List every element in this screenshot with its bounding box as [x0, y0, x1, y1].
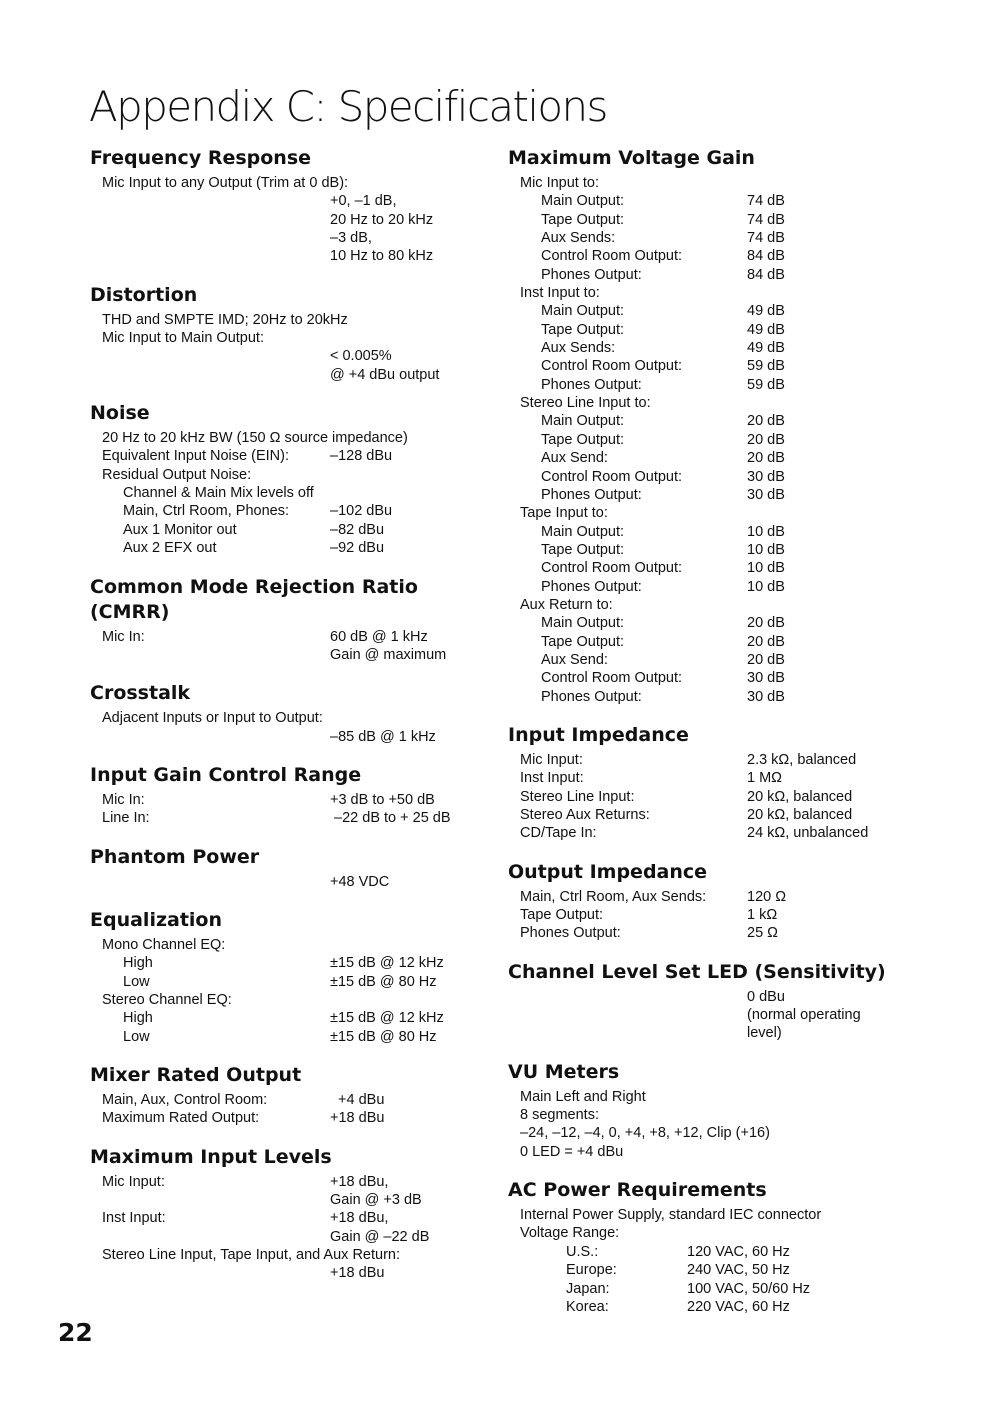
spec-label: 0 LED = +4 dBu: [520, 1143, 624, 1160]
spec-label: Tape Output:: [541, 431, 625, 448]
spec-row: [90, 1246, 495, 1264]
spec-row: [90, 211, 495, 229]
spec-value: 84 dB: [747, 248, 785, 265]
spec-value: +3 dB to +50 dB: [330, 791, 435, 808]
spec-label: Mic Input to:: [520, 175, 599, 191]
spec-label: Main, Aux, Control Room:: [102, 1091, 268, 1108]
section-title: Noise: [90, 402, 150, 425]
spec-value: 120 Ω: [747, 888, 787, 905]
spec-row: [90, 728, 495, 746]
spec-value: 74 dB: [747, 211, 785, 228]
spec-value: ±15 dB @ 80 Hz: [330, 1028, 437, 1045]
spec-value: 30 dB: [747, 468, 785, 485]
spec-label: Main Output:: [541, 615, 625, 632]
spec-row: [508, 988, 978, 1006]
spec-value: Gain @ +3 dB: [330, 1192, 422, 1208]
section-title: Crosstalk: [90, 682, 191, 705]
spec-label: Phones Output:: [520, 925, 621, 942]
spec-row: [90, 936, 495, 954]
spec-label: Low: [123, 973, 150, 990]
spec-row: [508, 924, 978, 942]
spec-label: Mic In:: [102, 791, 145, 808]
spec-value: (normal operating: [747, 1007, 861, 1024]
spec-value: 49 dB: [747, 303, 785, 320]
spec-value: 10 Hz to 80 kHz: [330, 248, 434, 265]
spec-value: 74 dB: [747, 193, 785, 210]
spec-value: 59 dB: [747, 376, 785, 393]
spec-label: Main, Ctrl Room, Aux Sends:: [520, 888, 707, 905]
spec-label: Control Room Output:: [541, 468, 683, 485]
spec-row: [90, 1228, 495, 1246]
spec-row: [90, 1091, 495, 1109]
spec-row: [90, 366, 495, 384]
spec-row: [90, 466, 495, 484]
spec-row: [508, 651, 978, 669]
spec-label: Aux Sends:: [541, 340, 616, 357]
spec-section-crosstalk: [90, 681, 495, 746]
spec-value: +18 dBu,: [330, 1173, 389, 1190]
spec-value: 49 dB: [747, 340, 785, 357]
spec-value: 20 dB: [747, 651, 785, 668]
spec-value: 2.3 kΩ, balanced: [747, 751, 857, 768]
spec-row: [90, 709, 495, 727]
spec-label: Tape Output:: [541, 321, 625, 338]
spec-row: [90, 809, 495, 827]
spec-section-ac-power-requirements: [508, 1178, 978, 1316]
spec-row: [90, 1009, 495, 1027]
spec-label: Aux 2 EFX out: [123, 540, 217, 557]
spec-row: [90, 1028, 495, 1046]
section-title: Input Impedance: [508, 723, 689, 746]
spec-label: Korea:: [566, 1298, 609, 1315]
spec-row: [508, 541, 978, 559]
section-title: Phantom Power: [90, 845, 260, 868]
spec-label: Aux Return to:: [520, 596, 613, 613]
spec-label: Main Output:: [541, 193, 625, 210]
spec-label: Phones Output:: [541, 266, 642, 283]
spec-label: Inst Input:: [520, 770, 584, 787]
spec-label: Adjacent Inputs or Input to Output:: [102, 710, 323, 727]
spec-label: Phones Output:: [541, 486, 642, 503]
spec-label: Voltage Range:: [520, 1225, 620, 1242]
spec-value: 10 dB: [747, 541, 785, 558]
spec-label: Mic Input to any Output (Trim at 0 dB):: [102, 175, 349, 191]
spec-value: 10 dB: [747, 578, 785, 595]
spec-label: Control Room Output:: [541, 670, 683, 687]
section-title: Mixer Rated Output: [90, 1063, 302, 1086]
section-title: Channel Level Set LED (Sensitivity): [508, 960, 886, 983]
spec-section-channel-level-set-led: [508, 960, 978, 1043]
spec-label: Equivalent Input Noise (EIN):: [102, 448, 289, 465]
spec-row: [508, 192, 978, 210]
section-title: AC Power Requirements: [508, 1179, 767, 1202]
spec-row: [508, 1006, 978, 1024]
spec-label: Main, Ctrl Room, Phones:: [123, 503, 290, 520]
spec-label: Stereo Channel EQ:: [102, 991, 232, 1008]
spec-label: Phones Output:: [541, 578, 642, 595]
spec-value: +18 dBu: [330, 1110, 385, 1127]
spec-value: 20 dB: [747, 615, 785, 632]
spec-value: 84 dB: [747, 266, 785, 283]
spec-row: [508, 888, 978, 906]
section-title: Distortion: [90, 283, 198, 306]
spec-column-right: [508, 146, 978, 1333]
spec-value: ±15 dB @ 80 Hz: [330, 973, 437, 990]
spec-label: Mono Channel EQ:: [102, 936, 226, 953]
spec-section-distortion: [90, 283, 495, 384]
spec-row: [508, 1298, 978, 1316]
spec-label: 8 segments:: [520, 1107, 599, 1124]
spec-row: [508, 1224, 978, 1242]
spec-row: [508, 1024, 978, 1042]
spec-row: [508, 1106, 978, 1124]
spec-label: THD and SMPTE IMD; 20Hz to 20kHz: [102, 311, 348, 328]
spec-value: 24 kΩ, unbalanced: [747, 825, 869, 842]
spec-label: Stereo Aux Returns:: [520, 807, 650, 823]
spec-value: 10 dB: [747, 523, 785, 540]
spec-value: < 0.005%: [330, 348, 392, 365]
spec-value: 20 Hz to 20 kHz: [330, 211, 434, 228]
section-title: Common Mode Rejection Ratio (CMRR): [90, 575, 418, 623]
spec-section-mixer-rated-output: [90, 1063, 495, 1128]
spec-row: [90, 1191, 495, 1209]
spec-section-output-impedance: [508, 860, 978, 943]
spec-row: [508, 412, 978, 430]
spec-value: 20 dB: [747, 431, 785, 448]
spec-value: +48 VDC: [330, 873, 390, 890]
section-title: Frequency Response: [90, 147, 312, 169]
spec-label: Main Output:: [541, 413, 625, 430]
spec-label: Phones Output:: [541, 376, 642, 393]
spec-label: 20 Hz to 20 kHz BW (150 Ω source impedance): [102, 430, 408, 447]
spec-row: [508, 321, 978, 339]
spec-row: [90, 973, 495, 991]
spec-label: Aux Sends:: [541, 230, 616, 247]
spec-row: [508, 211, 978, 229]
spec-row: [508, 769, 978, 787]
spec-row: [90, 539, 495, 557]
spec-row: [508, 614, 978, 632]
spec-row: [508, 559, 978, 577]
spec-label: Control Room Output:: [541, 248, 683, 265]
spec-label: Control Room Output:: [541, 358, 683, 375]
spec-value: 30 dB: [747, 688, 785, 705]
page-number: 22: [58, 1318, 93, 1347]
section-title: Maximum Voltage Gain: [508, 147, 755, 169]
spec-value: +4 dBu: [330, 1091, 385, 1108]
spec-value: 1 MΩ: [747, 770, 783, 787]
spec-row: [90, 954, 495, 972]
spec-label: CD/Tape In:: [520, 825, 597, 842]
spec-row: [508, 394, 978, 412]
spec-row: [90, 628, 495, 646]
spec-row: [508, 302, 978, 320]
spec-row: [508, 1243, 978, 1261]
spec-label: Channel & Main Mix levels off: [123, 485, 314, 502]
spec-label: Tape Output:: [541, 541, 625, 558]
spec-value: +0, –1 dB,: [330, 193, 397, 210]
spec-label: High: [123, 955, 153, 972]
spec-row: [90, 791, 495, 809]
spec-row: [508, 596, 978, 614]
spec-row: [508, 669, 978, 687]
spec-row: [508, 578, 978, 596]
spec-value: 25 Ω: [747, 925, 778, 942]
spec-label: Tape Output:: [541, 211, 625, 228]
spec-value: –128 dBu: [330, 448, 393, 465]
spec-value: 20 kΩ, balanced: [747, 807, 853, 823]
spec-value: 1 kΩ: [747, 907, 778, 924]
spec-row: [90, 646, 495, 664]
spec-label: Line In:: [102, 810, 150, 827]
spec-row: [90, 1173, 495, 1191]
spec-row: [90, 1109, 495, 1127]
spec-value: 0 dBu: [747, 988, 785, 1005]
spec-value: 49 dB: [747, 321, 785, 338]
spec-row: [90, 429, 495, 447]
spec-value: 30 dB: [747, 670, 785, 687]
spec-value: 20 dB: [747, 450, 785, 467]
spec-value: 59 dB: [747, 358, 785, 375]
spec-value: 120 VAC, 60 Hz: [687, 1243, 790, 1260]
spec-value: –3 dB,: [330, 230, 372, 247]
spec-label: Tape Output:: [541, 633, 625, 650]
spec-row: [90, 502, 495, 520]
spec-label: U.S.:: [566, 1243, 599, 1260]
spec-row: [508, 688, 978, 706]
spec-label: Tape Output:: [520, 907, 604, 924]
spec-label: Internal Power Supply, standard IEC connector: [520, 1207, 822, 1224]
page-title: Appendix C: Specifications: [89, 82, 607, 131]
section-title: Output Impedance: [508, 860, 708, 883]
spec-row: [508, 1280, 978, 1298]
spec-value: 20 kΩ, balanced: [747, 788, 853, 805]
spec-row: [508, 788, 978, 806]
spec-label: Main Output:: [541, 523, 625, 540]
spec-row: [508, 1088, 978, 1106]
spec-label: Residual Output Noise:: [102, 466, 252, 483]
spec-label: Aux 1 Monitor out: [123, 521, 237, 538]
spec-label: Tape Input to:: [520, 505, 608, 522]
spec-row: [508, 633, 978, 651]
spec-value: +18 dBu,: [330, 1210, 389, 1227]
spec-section-phantom-power: [90, 845, 495, 891]
spec-label: Japan:: [566, 1280, 610, 1297]
spec-row: [508, 339, 978, 357]
spec-section-noise: [90, 401, 495, 557]
spec-value: –82 dBu: [330, 521, 385, 538]
spec-row: [90, 347, 495, 365]
spec-row: [508, 1261, 978, 1279]
spec-label: Mic Input:: [102, 1173, 165, 1190]
spec-label: Aux Send:: [541, 450, 608, 467]
spec-label: Main Output:: [541, 303, 625, 320]
spec-label: Stereo Line Input, Tape Input, and Aux Return:: [102, 1247, 401, 1264]
spec-value: @ +4 dBu output: [330, 366, 440, 383]
spec-row: [508, 1143, 978, 1161]
spec-label: Low: [123, 1028, 150, 1045]
section-title: VU Meters: [508, 1060, 620, 1083]
spec-row: [508, 751, 978, 769]
section-title: Equalization: [90, 908, 223, 931]
spec-value: 30 dB: [747, 486, 785, 503]
spec-label: Maximum Rated Output:: [102, 1110, 260, 1127]
spec-row: [508, 523, 978, 541]
spec-row: [508, 1124, 978, 1142]
spec-label: Mic Input to Main Output:: [102, 330, 264, 347]
spec-label: Control Room Output:: [541, 560, 683, 577]
spec-row: [508, 486, 978, 504]
spec-section-input-gain-control-range: [90, 763, 495, 828]
spec-row: [90, 1209, 495, 1227]
spec-row: [90, 447, 495, 465]
spec-row: [90, 521, 495, 539]
spec-section-vu-meters: [508, 1060, 978, 1161]
section-title: Maximum Input Levels: [90, 1145, 332, 1168]
spec-row: [508, 174, 978, 192]
spec-label: Stereo Line Input:: [520, 788, 635, 805]
spec-value: –102 dBu: [330, 503, 393, 520]
spec-row: [508, 376, 978, 394]
spec-section-frequency-response: [90, 146, 495, 266]
spec-row: [508, 504, 978, 522]
spec-row: [508, 247, 978, 265]
spec-row: [508, 266, 978, 284]
spec-column-left: [90, 146, 495, 1300]
spec-row: [90, 174, 495, 192]
spec-label: Phones Output:: [541, 688, 642, 705]
spec-value: 240 VAC, 50 Hz: [687, 1262, 790, 1279]
spec-label: Mic Input:: [520, 751, 583, 768]
spec-row: [508, 906, 978, 924]
spec-row: [90, 873, 495, 891]
spec-row: [508, 806, 978, 824]
spec-section-maximum-input-levels: [90, 1145, 495, 1283]
spec-row: [508, 449, 978, 467]
spec-row: [90, 311, 495, 329]
spec-row: [90, 484, 495, 502]
spec-value: 220 VAC, 60 Hz: [687, 1298, 790, 1315]
spec-row: [90, 192, 495, 210]
spec-row: [90, 229, 495, 247]
spec-label: High: [123, 1010, 153, 1027]
spec-row: [508, 284, 978, 302]
spec-label: Mic In:: [102, 628, 145, 645]
spec-value: ±15 dB @ 12 kHz: [330, 1010, 444, 1027]
spec-label: Main Left and Right: [520, 1088, 646, 1105]
spec-label: Aux Send:: [541, 651, 608, 668]
spec-value: +18 dBu: [330, 1265, 385, 1282]
spec-label: Inst Input to:: [520, 285, 600, 302]
spec-value: 60 dB @ 1 kHz: [330, 628, 428, 645]
spec-value: 74 dB: [747, 230, 785, 247]
spec-row: [508, 468, 978, 486]
spec-value: 100 VAC, 50/60 Hz: [687, 1280, 811, 1297]
spec-row: [508, 824, 978, 842]
spec-label: Europe:: [566, 1262, 617, 1279]
spec-row: [90, 329, 495, 347]
spec-label: Inst Input:: [102, 1210, 166, 1227]
spec-section-input-impedance: [508, 723, 978, 843]
spec-row: [90, 247, 495, 265]
spec-section-equalization: [90, 908, 495, 1046]
spec-label: –24, –12, –4, 0, +4, +8, +12, Clip (+16): [520, 1125, 770, 1142]
spec-row: [508, 229, 978, 247]
spec-value: –85 dB @ 1 kHz: [330, 728, 436, 745]
spec-row: [508, 357, 978, 375]
spec-row: [90, 1264, 495, 1282]
spec-row: [90, 991, 495, 1009]
spec-value: 20 dB: [747, 413, 785, 430]
spec-value: Gain @ maximum: [330, 646, 447, 663]
spec-row: [508, 431, 978, 449]
spec-value: Gain @ –22 dB: [330, 1228, 430, 1245]
spec-value: 20 dB: [747, 633, 785, 650]
spec-value: –92 dBu: [330, 540, 385, 557]
spec-section-maximum-voltage-gain: [508, 146, 978, 706]
spec-value: ±15 dB @ 12 kHz: [330, 955, 444, 972]
spec-row: [508, 1206, 978, 1224]
spec-value: –22 dB to + 25 dB: [330, 810, 451, 827]
spec-section-cmrr: [90, 575, 495, 665]
spec-value: 10 dB: [747, 560, 785, 577]
section-title: Input Gain Control Range: [90, 763, 362, 786]
spec-label: Stereo Line Input to:: [520, 395, 651, 412]
spec-value: level): [747, 1025, 782, 1042]
